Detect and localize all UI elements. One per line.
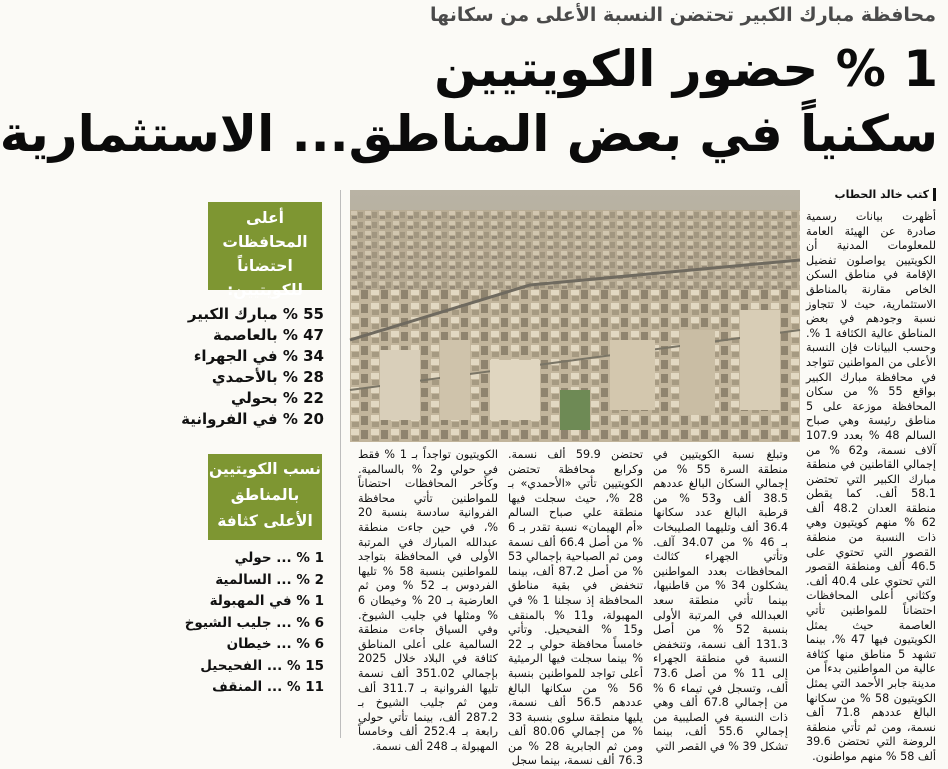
item-label: ... خيطان xyxy=(226,636,292,652)
item-label: بالأحمدي xyxy=(211,368,278,386)
list-item xyxy=(193,346,324,367)
sidebar-divider xyxy=(340,190,341,738)
headline-line-1: 1 % حضور الكويتيين xyxy=(434,40,938,98)
item-label: ... الفحيحيل xyxy=(200,657,283,674)
list-item xyxy=(200,656,324,678)
item-label: في الجهراء xyxy=(193,347,278,365)
sidebar xyxy=(181,190,340,738)
areas-list xyxy=(184,548,324,699)
byline xyxy=(806,188,936,201)
pct-value: 20 % xyxy=(282,410,324,428)
list-item xyxy=(181,409,324,430)
headline-line-2: سكنياً في بعض المناطق... الاستثمارية xyxy=(0,105,938,163)
list-item xyxy=(208,677,324,699)
sidebar-box-areas-title: نسب الكويتيين بالمناطق الأعلى كثافة xyxy=(208,454,322,540)
right-column-text: أظهرت بيانات رسمية صادرة عن الهيئة العامة للمعلومات المدنية أن الكويتيين يواصلون تفضيل الإقامة في مناطق السكن الخاص مقارنة بالمناطق الاستثمارية، حيث لا تتجاوز نسبة وجودهم في بعض المناطق عالية الكثافة 1 %. وحسب البيانات فإن النسبة الأعلى من المواطنين تتواجد في محافظة مبارك الكبير بواقع 55 % من سكان المحافظة موزعة على 5 مناطق رئيسة وهي صباح السالم 48 % بعدد 107.9 آلاف نسمة، و62 % من إجمالي القاطنين في منطقة مبارك الكبير التي تحتضن 58.1 ألف. كما يقطن منطقة العدان 48.2 ألف 62 % منهم كويتيون وهي ذات النسبة من منطقة القصور التي تحتوي على 46.5 ألف ومنطقة القصور التي تحتوي على 40.4 ألف. وكثاني أعلى المحافظات احتضاناً للمواطنين تأتي العاصمة حيث يمثل الكويتيون فيها 47 %، بينما تشهد 5 مناطق منها كثافة عالية من المواطنين بدءاً من مدينة جابر الأحمد التي يمثل الكويتيون 58 % من سكانها البالغ عددهم 71.8 ألف نسمة، ومن ثم تأتي منطقة الروضة التي تحتضن 39.6 ألف 58 % منهم مواطنون. xyxy=(806,210,937,763)
list-item xyxy=(187,304,324,325)
pct-value: 1 % xyxy=(296,593,324,609)
city-aerial-image xyxy=(350,190,800,442)
article-column-1: وتبلغ نسبة الكويتيين في منطقة السرة 55 % من إجمالي السكان البالغ عددهم 38.5 ألف و53 % من قرطبة البالغ عدد سكانها 36.4 ألف وتليهما الصليبخات بـ 46 % من 34.07 آلف. وتأتي الجهراء كثالث المحافظات بعدد المواطنين يشكلون 34 % من قاطنيها، بينما تأتي منطقة سعد العبدالله في المرتبة الأولى بنسبة 52 % من أصل 131.3 ألف نسمة، وتنخفض النسبة في منطقة الجهراء إلى 11 % من أصل 73.6 ألف، وتسجل في تيماء 6 % من إجمالي 67.8 ألف وهي ذات النسبة في الصليبية من إجمالي 55.6 ألف، بينما تشكل 39 % في القصر التي xyxy=(653,448,788,753)
item-label: بالعاصمة xyxy=(212,326,278,344)
pct-value: 55 % xyxy=(282,305,324,323)
article-photo xyxy=(350,190,800,442)
pct-value: 1 % xyxy=(296,550,324,566)
article-column-2: تحتضن 59.9 ألف نسمة. وكرابع محافظة تحتضن الكويتيين تأتي «الأحمدي» بـ 28 %، حيث سجلت فيها منطقة علي صباح السالم «أم الهيمان» نسبة تقدر بـ 6 % من أصل 66.4 ألف نسمة ومن ثم الصباحية بإجمالي 53 % من أصل 87.2 ألف، بينما تنخفض في بقية مناطق المحافظة إذ سجلنا 1 % في المهبولة، و11 % بالمنقف و15 % الفحيحيل. وتأتي خامساً محافظة حولي بـ 22 % بينما سجلت فيها الرميثية أعلى تواجد للمواطنين بنسبة 56 % من سكانها البالغ عددهم 56.5 ألف نسمة، يليها منطقة سلوى بنسبة 33 % من إجمالي 80.06 ألف ومن ثم الجابرية 28 % من 76.3 ألف نسمة، بينما سجل xyxy=(508,448,643,768)
item-label: ... حولي xyxy=(234,550,292,566)
list-item xyxy=(208,388,324,409)
list-item xyxy=(208,591,324,613)
list-item xyxy=(208,634,324,656)
item-label: في الفروانية xyxy=(181,410,278,428)
item-label: ... المنقف xyxy=(212,679,283,695)
pct-value: 11 % xyxy=(286,679,324,695)
item-label: في المهبولة xyxy=(209,593,292,609)
pct-value: 2 % xyxy=(296,571,324,588)
list-item xyxy=(184,613,324,635)
article-column-3: الكويتيون تواجداً بـ 1 % فقط في حولي و2 % بالسالمية. وكأخر المحافظات احتضاناً للمواطنين تأتي محافظة الفروانية سادسة بنسبة 20 %، في حين جاءت منطقة عبدالله المبارك في المرتبة الأولى في المحافظة بتواجد للمواطنين بنسبة 58 % تليها الفردوس بـ 52 % ومن ثم العارضية بـ 20 % وخيطان 6 % ومثلها في جليب الشيوخ. وفي السياق جاءت منطقة السالمية على أعلى المناطق كثافة في البلاد خلال 2025 بإجمالي 351.02 ألف نسمة تليها الفروانية بـ 311.7 ألف ومن ثم جليب الشيوخ بـ 287.2 ألف، بينما تأتي حولي رابعة بـ 252.4 ألف وخامساً المهبولة بـ 248 ألف نسمة. xyxy=(358,448,499,753)
item-label: ... السالمية xyxy=(215,571,292,588)
list-item xyxy=(208,325,324,346)
item-label: ... جليب الشيوخ xyxy=(184,614,292,631)
item-label: بحولي xyxy=(230,389,278,407)
pct-value: 6 % xyxy=(296,614,324,631)
pct-value: 22 % xyxy=(282,389,324,407)
list-item xyxy=(208,367,324,388)
sidebar-box-governorates-title: أعلى المحافظات احتضاناً للكويتيين: xyxy=(208,202,322,290)
list-item xyxy=(208,570,324,592)
pct-value: 28 % xyxy=(282,368,324,386)
byline-text: كتب خالد الحطاب xyxy=(835,188,936,201)
pct-value: 34 % xyxy=(282,347,324,365)
pct-value: 6 % xyxy=(296,636,324,652)
pct-value: 15 % xyxy=(286,657,324,674)
item-label: مبارك الكبير xyxy=(187,305,278,323)
article-kicker: محافظة مبارك الكبير تحتضن النسبة الأعلى من سكانها xyxy=(430,4,936,26)
governorates-list xyxy=(181,304,324,430)
pct-value: 47 % xyxy=(282,326,324,344)
list-item xyxy=(208,548,324,570)
